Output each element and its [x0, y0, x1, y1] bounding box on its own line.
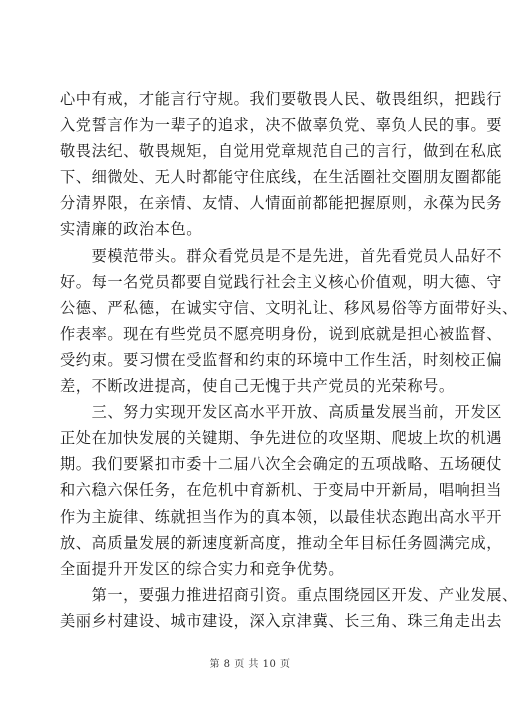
- text-line: 三、努力实现开发区高水平开放、高质量发展当前，开发区: [60, 403, 503, 422]
- page-number: 第 8 页 共 10 页: [209, 659, 291, 670]
- text-line: 心中有戒，才能言行守规。我们要敬畏人民、敬畏组织，把践行: [60, 90, 503, 108]
- text-line: 全面提升开发区的综合实力和竞争优势。: [60, 559, 345, 578]
- text-line: 差，不断改进提高，使自己无愧于共产党员的光荣称号。: [60, 377, 455, 396]
- text-line: 受约束。要习惯在受监督和约束的环境中工作生活，时刻校正偏: [60, 350, 503, 369]
- text-line: 第一，要强力推进招商引资。重点围绕园区开发、产业发展、: [60, 585, 518, 604]
- text-line: 公德、严私德，在诚实守信、文明礼让、移风易俗等方面带好头、: [60, 298, 518, 317]
- text-line: 美丽乡村建设、城市建设，深入京津冀、长三角、珠三角走出去: [60, 611, 503, 630]
- document-body: [60, 86, 518, 634]
- text-line: 实清廉的政治本色。: [60, 220, 203, 239]
- text-line: 分清界限，在亲情、友情、人情面前都能把握原则，永葆为民务: [60, 194, 503, 213]
- text-line: 期。我们要紧扣市委十二届八次全会确定的五项战略、五场硬仗: [60, 455, 503, 474]
- text-line: 放、高质量发展的新速度新高度，推动全年目标任务圆满完成，: [60, 533, 503, 552]
- text-line: 正处在加快发展的关键期、争先进位的攻坚期、爬坡上坎的机遇: [60, 429, 503, 448]
- text-line: 作表率。现在有些党员不愿亮明身份，说到底就是担心被监督、: [60, 324, 503, 343]
- text-line: 入党誓言作为一辈子的追求，决不做辜负党、辜负人民的事。要: [60, 116, 503, 135]
- text-line: 要模范带头。群众看党员是不是先进，首先看党员人品好不: [60, 246, 503, 265]
- text-line: 下、细微处、无人时都能守住底线，在生活圈社交圈朋友圈都能: [60, 168, 503, 187]
- text-line: 好。每一名党员都要自觉践行社会主义核心价值观，明大德、守: [60, 272, 503, 291]
- text-line: 和六稳六保任务，在危机中育新机、于变局中开新局，唱响担当: [60, 481, 503, 500]
- page-footer: [0, 655, 500, 670]
- text-line: 敬畏法纪、敬畏规矩，自觉用党章规范自己的言行，做到在私底: [60, 142, 503, 161]
- text-line: 作为主旋律、练就担当作为的真本领，以最佳状态跑出高水平开: [60, 507, 503, 526]
